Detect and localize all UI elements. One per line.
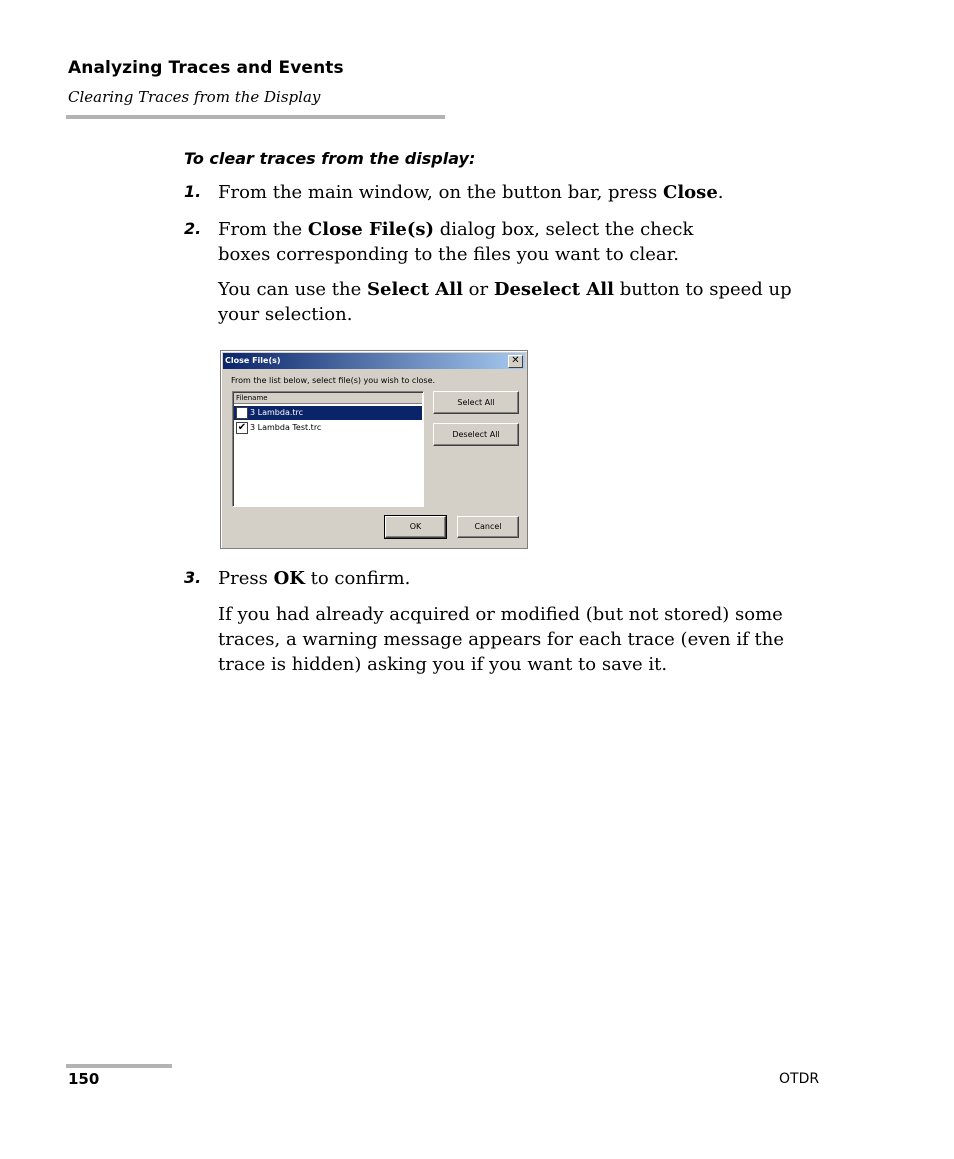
- file-list[interactable]: [232, 391, 424, 507]
- close-icon[interactable]: ✕: [508, 355, 523, 368]
- step-3-text: Press OK to confirm.: [218, 568, 411, 589]
- step-1-text: From the main window, on the button bar, press Close.: [218, 182, 724, 203]
- page-number: 150: [68, 1070, 100, 1088]
- file-name: 3 Lambda.trc: [250, 408, 304, 417]
- step-3-note: If you had already acquired or modified (but not stored) some traces, a warning message appears for each trace (even if the trace is hidden) asking you if you want to save it.: [218, 604, 784, 675]
- deselect-all-button[interactable]: Deselect All: [433, 423, 519, 446]
- dialog-instruction: From the list below, select file(s) you wish to close.: [231, 376, 436, 385]
- file-row[interactable]: [234, 421, 422, 435]
- dialog-title: Close File(s): [225, 356, 281, 365]
- product-name: OTDR: [779, 1071, 820, 1087]
- file-checkbox-checked[interactable]: ✔: [237, 422, 247, 433]
- step-2-number: 2.: [184, 219, 202, 238]
- header-rule: [66, 115, 445, 119]
- file-checkbox[interactable]: [236, 407, 248, 419]
- procedure-heading: To clear traces from the display:: [184, 149, 476, 168]
- dialog-title-bar: [223, 353, 525, 369]
- step-1-number: 1.: [184, 182, 202, 201]
- filename-column-header[interactable]: Filename: [234, 393, 422, 404]
- ok-button[interactable]: OK: [385, 516, 446, 538]
- chapter-title: Analyzing Traces and Events: [68, 58, 344, 78]
- step-3-number: 3.: [184, 568, 202, 587]
- select-all-button[interactable]: Select All: [433, 391, 519, 414]
- step-2-text: From the Close File(s) dialog box, select the check boxes corresponding to the files you want to clear.: [218, 219, 694, 265]
- file-row[interactable]: [234, 406, 422, 420]
- file-name: 3 Lambda Test.trc: [250, 423, 322, 432]
- cancel-button[interactable]: Cancel: [457, 516, 519, 538]
- footer-rule: [66, 1064, 172, 1068]
- step-2-note: You can use the Select All or Deselect All button to speed up your selection.: [218, 279, 792, 325]
- section-title: Clearing Traces from the Display: [68, 88, 321, 106]
- close-files-dialog: [220, 350, 528, 549]
